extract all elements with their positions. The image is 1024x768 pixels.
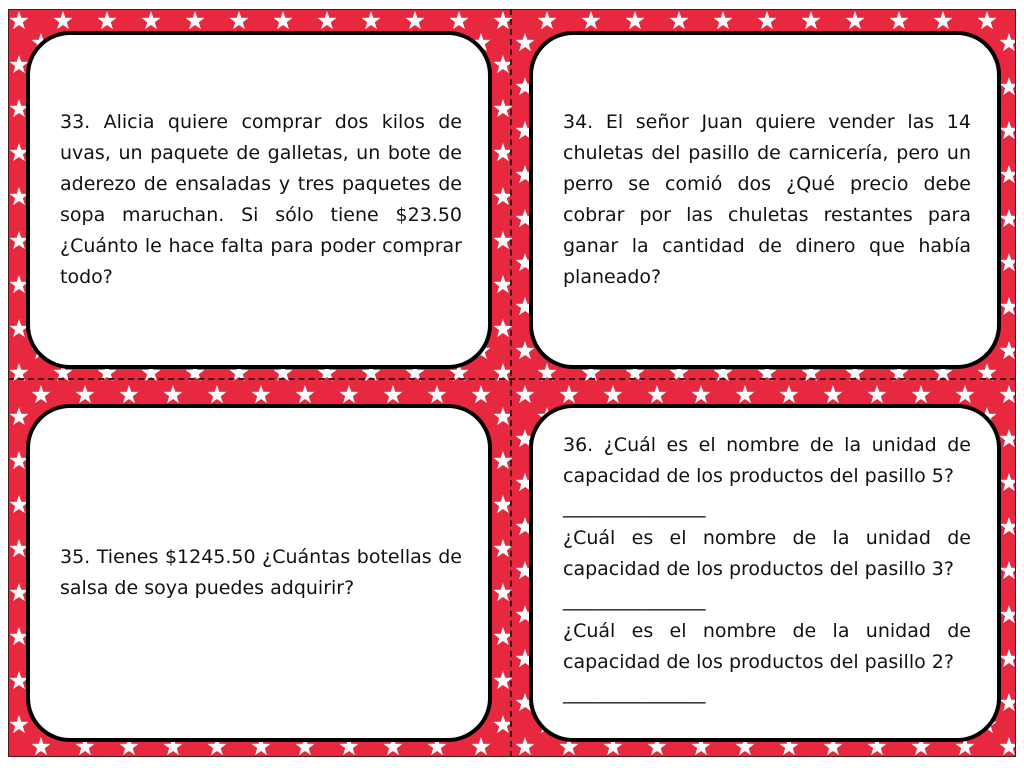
task-card-34-text: 34. El señor Juan quiere vender las 14 chuletas del pasillo de carnicería, pero un perro se comió dos ¿Qué precio debe cobrar por las chuletas restantes para ganar la cantidad de dinero que había planeado?	[563, 111, 971, 288]
task-card-36-question-2: ¿Cuál es el nombre de la unidad de capacidad de los productos del pasillo 3?	[563, 527, 971, 580]
task-card-sheet	[8, 9, 1016, 757]
task-card-33-text: 33. Alicia quiere comprar dos kilos de uvas, un paquete de galletas, un bote de aderezo de ensaladas y tres paquetes de sopa maruchan. Si sólo tiene $23.50 ¿Cuánto le hace falta para poder comprar todo?	[60, 111, 462, 288]
task-card-36-question-1: 36. ¿Cuál es el nombre de la unidad de capacidad de los productos del pasillo 5?	[563, 434, 971, 487]
task-card-35-text: 35. Tienes $1245.50 ¿Cuántas botellas de salsa de soya puedes adquirir?	[60, 546, 462, 599]
task-card-36	[529, 404, 1001, 742]
task-card-33	[26, 31, 492, 369]
answer-blank-1: _______________	[563, 496, 706, 518]
vertical-cut-line	[510, 9, 512, 757]
task-card-34	[529, 31, 1001, 369]
task-card-36-question-3: ¿Cuál es el nombre de la unidad de capacidad de los productos del pasillo 2?	[563, 620, 971, 673]
answer-blank-3: _______________	[563, 682, 706, 704]
task-card-35	[26, 404, 492, 742]
horizontal-cut-line	[8, 378, 1016, 380]
answer-blank-2: _______________	[563, 589, 706, 611]
